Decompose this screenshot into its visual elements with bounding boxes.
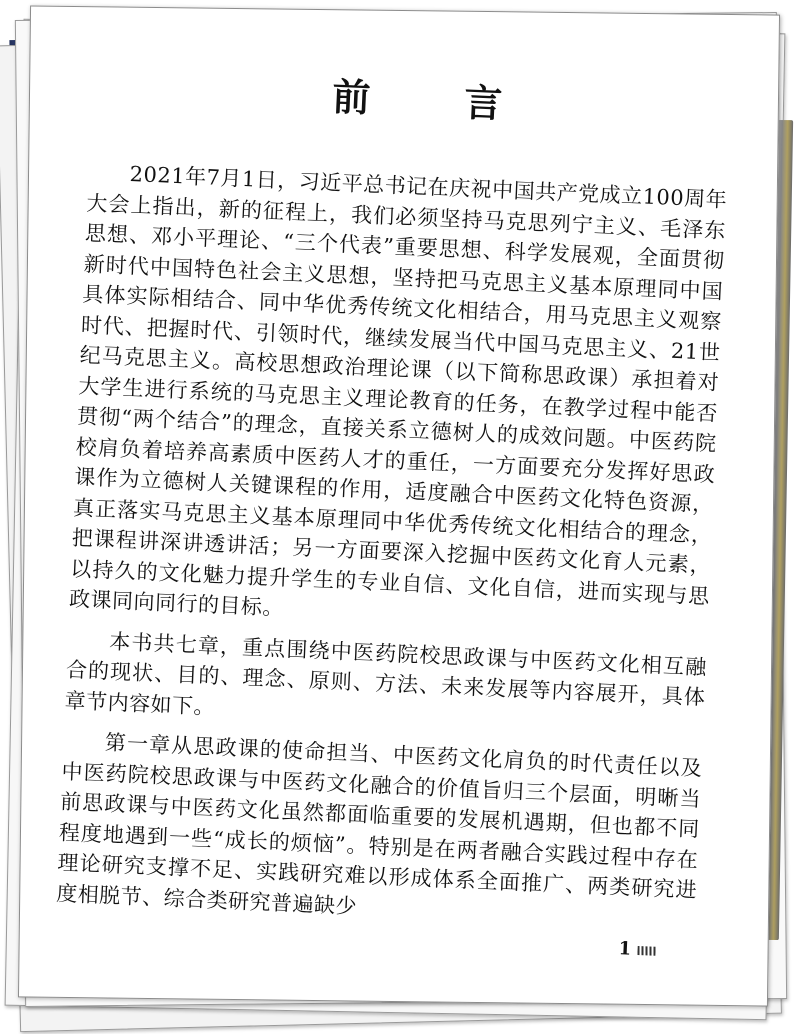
page-mark-icon (637, 945, 655, 955)
page-number: 1 (618, 938, 633, 960)
page-title: 前 言 (331, 73, 532, 128)
paragraph-overview: 本书共七章，重点围绕中医药院校思政课与中医药文化相互融合的现状、目的、理念、原则、方法、未来发展等内容展开，具体章节内容如下。 (64, 629, 708, 719)
page-number-footer (619, 938, 656, 961)
paragraph-intro: 2021年7月1日，习近平总书记在庆祝中国共产党成立100周年大会上指出，新的征程上，我们必须坚持马克思列宁主义、毛泽东思想、邓小平理论、“三个代表”重要思想、科学发展观，全面贯彻新时代中国特色社会主义思想，坚持把马克思主义基本原理同中国具体实际相结合、同中华优秀传统文化相结合，用马克思主义观察时代、把握时代、引领时代，继续发展当代中国马克思主义、21世纪马克思主义。高校思想政治理论课（以下简称思政课）承担着对大学生进行系统的马克思主义理论教育的任务，在教学过程中能否贯彻“两个结合”的理念，直接关系立德树人的成效问题。中医药院校肩负着培养高素质中医药人才的重任，一方面要充分发挥好思政课作为立德树人关键课程的作用，适度融合中医药文化特色资源，真正落实马克思主义基本原理同中华优秀传统文化相结合的理念，把课程讲深讲透讲活；另一方面要深入挖掘中医药文化育人元素，以持久的文化魅力提升学生的专业自信、文化自信，进而实现与思政课同向同行的目标。 (68, 161, 728, 621)
paragraph-chapter-one: 第一章从思政课的使命担当、中医药文化肩负的时代责任以及中医药院校思政课与中医药文化融合的价值旨归三个层面，明晰当前思政课与中医药文化虽然都面临重要的发展机遇期，但也都不同程度地遇到一些“成长的烦恼”。特别是在两者融合实践过程中存在理论研究支撑不足、实践研究难以形成体系全面推广、两类研究进度相脱节、综合类研究普遍缺少 (55, 730, 703, 919)
page-content (55, 67, 732, 946)
document-page (18, 5, 780, 1006)
